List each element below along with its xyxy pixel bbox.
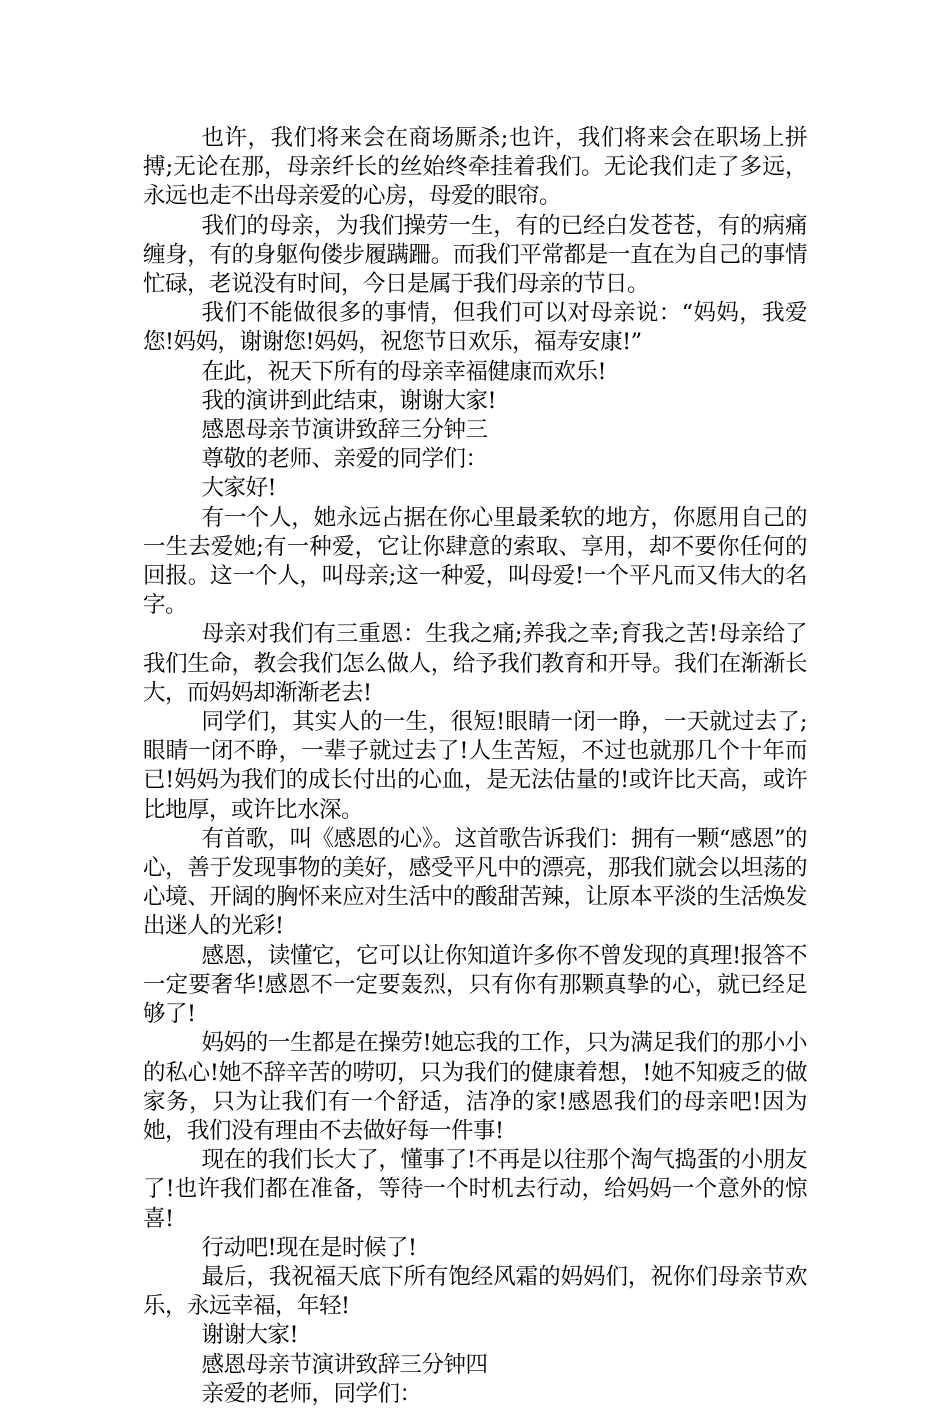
paragraph: 也许，我们将来会在商场厮杀;也许，我们将来会在职场上拼搏;无论在那，母亲纤长的丝始终牵挂着我们。无论我们走了多远，永远也走不出母亲爱的心房，母爱的眼帘。 [143,125,807,210]
paragraph: 同学们，其实人的一生，很短!眼睛一闭一睁，一天就过去了;眼睛一闭不睁，一辈子就过去了!人生苦短，不过也就那几个十年而已!妈妈为我们的成长付出的心血，是无法估量的!或许比天高，或许比地厚，或许比水深。 [143,709,807,823]
section-heading: 感恩母亲节演讲致辞三分钟四 [201,1351,488,1378]
paragraph: 最后，我祝福天底下所有饱经风霜的妈妈们，祝你们母亲节欢乐，永远幸福，年轻! [143,1263,807,1320]
paragraph: 我们不能做很多的事情，但我们可以对母亲说：“妈妈，我爱您!妈妈，谢谢您!妈妈，祝您节日欢乐，福寿安康!” [143,300,807,356]
paragraph: 母亲对我们有三重恩：生我之痛;养我之幸;育我之苦!母亲给了我们生命，教会我们怎么做人，给予我们教育和开导。我们在渐渐长大，而妈妈却渐渐老去! [143,621,807,706]
greeting: 大家好! [201,475,277,502]
paragraph: 有首歌，叫《感恩的心》。这首歌告诉我们：拥有一颗“感恩”的心，善于发现事物的美好，感受平凡中的漂亮，那我们就会以坦荡的心境、开阔的胸怀来应对生活中的酸甜苦辣，让原本平淡的生活焕发出迷人的光彩! [143,825,807,940]
salutation: 亲爱的老师，同学们： [201,1380,422,1407]
salutation: 尊敬的老师、亲爱的同学们： [201,446,488,473]
closing: 谢谢大家! [201,1322,299,1349]
paragraph: 有一个人，她永远占据在你心里最柔软的地方，你愿用自己的一生去爱她;有一种爱，它让你肆意的索取、享用，却不要你任何的回报。这一个人，叫母亲;这一种爱，叫母爱!一个平凡而又伟大的名字。 [143,504,807,619]
section-heading: 感恩母亲节演讲致辞三分钟三 [201,417,488,444]
paragraph: 我的演讲到此结束，谢谢大家! [201,387,497,414]
paragraph: 感恩，读懂它，它可以让你知道许多你不曾发现的真理!报答不一定要奢华!感恩不一定要轰烈，只有你有那颗真挚的心，就已经足够了! [143,942,807,1028]
paragraph: 我们的母亲，为我们操劳一生，有的已经白发苍苍，有的病痛缠身，有的身躯佝偻步履蹒跚。而我们平常都是一直在为自己的事情忙碌，老说没有时间，今日是属于我们母亲的节日。 [143,212,807,298]
paragraph: 现在的我们长大了，懂事了!不再是以往那个淘气捣蛋的小朋友了!也许我们都在准备，等待一个时机去行动，给妈妈一个意外的惊喜! [143,1147,807,1232]
paragraph: 妈妈的一生都是在操劳!她忘我的工作，只为满足我们的那小小的私心!她不辞辛苦的唠叨，只为我们的健康着想，!她不知疲乏的做家务，只为让我们有一个舒适，洁净的家!感恩我们的母亲吧!因为她，我们没有理由不去做好每一件事! [143,1030,807,1144]
paragraph: 行动吧!现在是时候了! [201,1234,417,1261]
paragraph: 在此，祝天下所有的母亲幸福健康而欢乐! [201,358,607,385]
document-body [143,124,807,1409]
